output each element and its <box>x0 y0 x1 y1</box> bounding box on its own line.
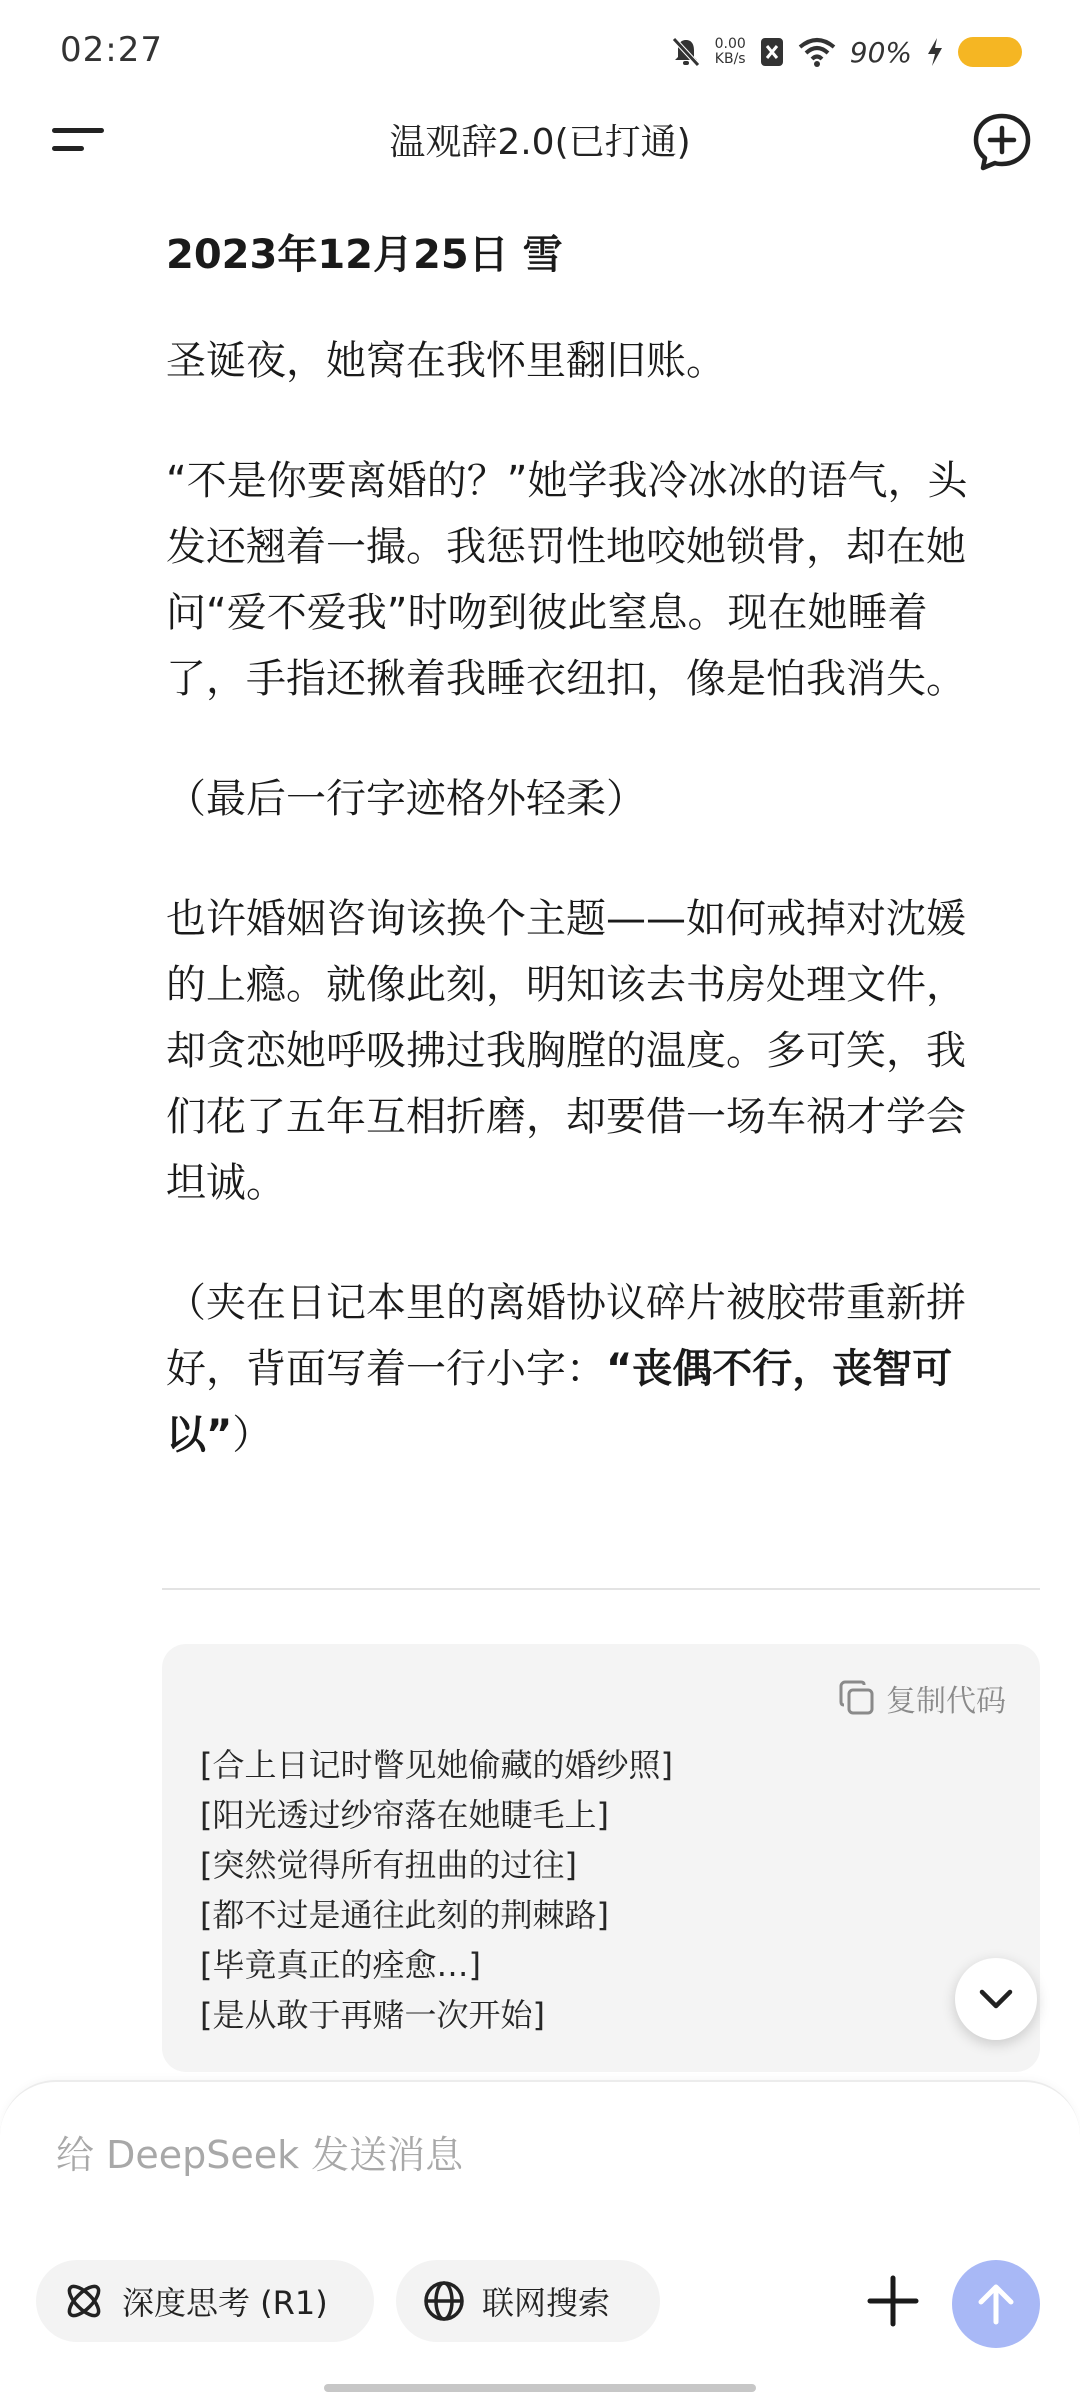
status-icons <box>671 32 1022 72</box>
status-bar <box>0 0 1080 100</box>
message-paragraph: （最后一行字迹格外轻柔） <box>166 776 646 822</box>
code-lines <box>200 1740 673 2040</box>
message-input[interactable]: 给 DeepSeek 发送消息 <box>56 2133 464 2177</box>
message-paragraph: “不是你要离婚的？”她学我冷冰冰的语气，头发还翘着一撮。我惩罚性地咬她锁骨，却在她问“爱不爱我”时吻到彼此窒息。现在她睡着了，手指还揪着我睡衣纽扣，像是怕我消失。 <box>166 458 968 702</box>
home-indicator[interactable] <box>324 2384 756 2392</box>
arrow-up-icon <box>976 2282 1016 2326</box>
mute-icon <box>671 36 701 68</box>
web-search-label: 联网搜索 <box>482 2284 611 2322</box>
code-line: [突然觉得所有扭曲的过往] <box>200 1846 577 1884</box>
atom-icon <box>62 2279 106 2323</box>
paragraph-text: ） <box>232 1412 273 1458</box>
globe-icon <box>422 2279 466 2323</box>
wifi-icon <box>798 37 836 67</box>
battery-icon <box>958 37 1022 67</box>
bold-quote: “丧偶不行，丧智可以” <box>166 1346 953 1458</box>
message-paragraph <box>166 1270 1001 1468</box>
code-line: [毕竟真正的痊愈…] <box>200 1946 481 1984</box>
code-line: [都不过是通往此刻的荆棘路] <box>200 1896 609 1934</box>
copy-icon <box>838 1679 876 1717</box>
status-time: 02:27 <box>60 30 163 70</box>
new-chat-button[interactable] <box>972 112 1032 172</box>
web-search-toggle[interactable] <box>396 2260 660 2342</box>
copy-code-button[interactable] <box>838 1676 1006 1720</box>
message-paragraph: 圣诞夜，她窝在我怀里翻旧账。 <box>166 338 726 384</box>
code-block <box>162 1644 1040 2072</box>
message-paragraph: 也许婚姻咨询该换个主题——如何戒掉对沈媛的上瘾。就像此刻，明知该去书房处理文件，却贪恋她呼吸拂过我胸膛的温度。多可笑，我们花了五年互相折磨，却要借一场车祸才学会坦诚。 <box>166 896 966 1206</box>
code-line: [是从敢于再赌一次开始] <box>200 1996 545 2034</box>
code-line: [合上日记时瞥见她偷藏的婚纱照] <box>200 1746 673 1784</box>
code-line: [阳光透过纱帘落在她睫毛上] <box>200 1796 609 1834</box>
chat-header <box>0 100 1080 220</box>
divider <box>162 1588 1040 1590</box>
battery-percent: 90% <box>849 35 912 69</box>
charging-icon <box>926 37 944 67</box>
scroll-to-bottom-button[interactable] <box>955 1958 1037 2040</box>
send-button[interactable] <box>952 2260 1040 2348</box>
deep-think-toggle[interactable] <box>36 2260 374 2342</box>
attach-button[interactable] <box>858 2266 928 2336</box>
assistant-message <box>166 222 1001 1522</box>
copy-code-label: 复制代码 <box>886 1684 1006 1719</box>
plus-icon <box>858 2266 928 2336</box>
data-icon <box>760 37 784 67</box>
net-speed: 0.00 KB/s <box>714 36 746 67</box>
input-panel <box>0 2080 1080 2402</box>
chat-title: 温观辞2.0(已打通) <box>389 122 691 163</box>
new-chat-icon <box>972 112 1032 172</box>
diary-date: 2023年12月25日 雪 <box>166 232 563 278</box>
chevron-down-icon <box>978 1987 1014 2011</box>
deep-think-label: 深度思考 (R1) <box>122 2284 328 2322</box>
paragraph-text: （夹在日记本里的离婚协议碎片被胶带重新拼好，背面写着一行小字： <box>166 1280 966 1392</box>
